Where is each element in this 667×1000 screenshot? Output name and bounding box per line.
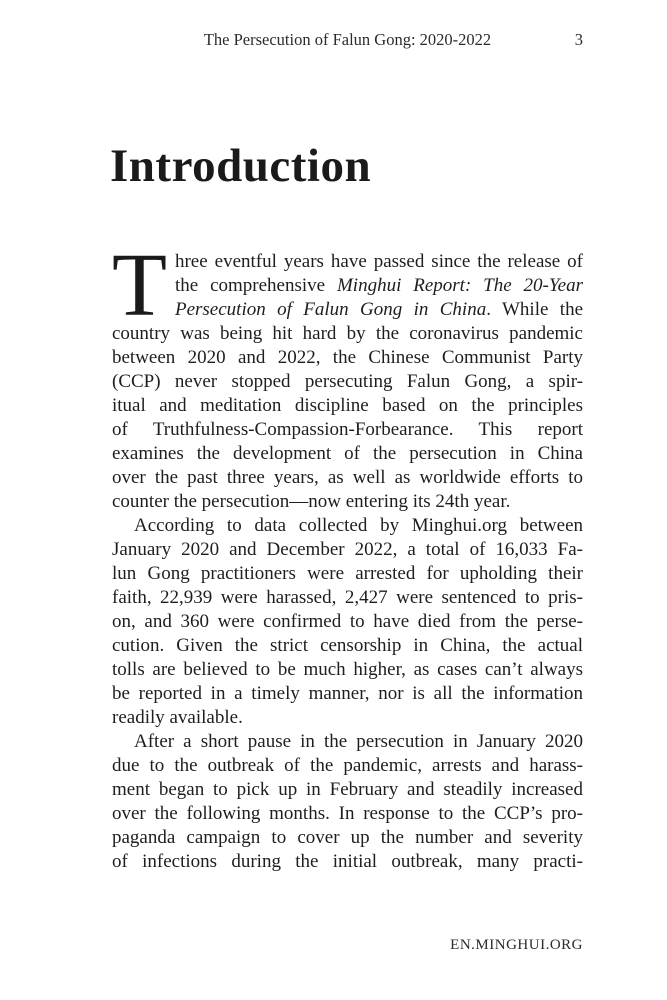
text-run: hree eventful years have passed since the release of bbox=[174, 251, 583, 272]
page-number: 3 bbox=[574, 30, 583, 49]
text-line bbox=[112, 298, 583, 322]
text-run: over the following months. In response to the CCP’s pro- bbox=[112, 803, 583, 824]
text-line bbox=[112, 682, 583, 706]
text-run: of infections during the initial outbreak, many practi- bbox=[112, 851, 583, 872]
text-line bbox=[112, 250, 583, 274]
text-run: counter the persecution—now entering its 24th year. bbox=[112, 491, 511, 512]
text-run: over the past three years, as well as worldwide efforts to bbox=[112, 467, 583, 488]
text-run: paganda campaign to cover up the number and severity bbox=[112, 827, 583, 848]
text-run: the comprehensive bbox=[174, 275, 337, 296]
paragraph bbox=[112, 514, 583, 730]
text-line bbox=[112, 418, 583, 442]
text-line bbox=[112, 586, 583, 610]
text-line bbox=[112, 778, 583, 802]
body-text bbox=[112, 236, 584, 874]
text-line bbox=[112, 802, 583, 826]
site-url: EN.MINGHUI.ORG bbox=[450, 937, 583, 953]
text-line bbox=[112, 466, 583, 490]
text-line bbox=[112, 490, 583, 514]
italic-text-run: Minghui Report: The 20-Year bbox=[336, 275, 583, 296]
paragraph bbox=[112, 236, 584, 514]
text-run: cution. Given the strict censorship in China, the actual bbox=[112, 635, 583, 656]
text-line bbox=[112, 394, 583, 418]
text-run: examines the development of the persecution in China bbox=[112, 443, 583, 464]
text-run: According to data collected by Minghui.org between bbox=[134, 515, 583, 536]
text-line bbox=[112, 274, 583, 298]
text-run: ment began to pick up in February and steadily increased bbox=[112, 779, 583, 800]
text-line bbox=[112, 730, 583, 754]
text-run: country was being hit hard by the coronavirus pandemic bbox=[112, 323, 583, 344]
text-line bbox=[112, 634, 583, 658]
text-line bbox=[112, 346, 583, 370]
text-run: between 2020 and 2022, the Chinese Communist Party bbox=[112, 347, 583, 368]
text-run: faith, 22,939 were harassed, 2,427 were sentenced to pris- bbox=[112, 587, 583, 608]
text-line bbox=[112, 610, 583, 634]
text-line bbox=[112, 754, 583, 778]
paragraph bbox=[112, 730, 583, 874]
drop-cap: T bbox=[112, 236, 167, 335]
running-header bbox=[112, 30, 583, 50]
text-run: be reported in a timely manner, nor is all the information bbox=[112, 683, 583, 704]
text-line bbox=[112, 562, 583, 586]
text-line bbox=[112, 370, 583, 394]
text-run: January 2020 and December 2022, a total of 16,033 Fa- bbox=[112, 539, 583, 560]
text-run: of Truthfulness-Compassion-Forbearance. This report bbox=[112, 419, 583, 440]
running-header-title: The Persecution of Falun Gong: 2020-2022 bbox=[203, 30, 492, 49]
italic-text-run: Persecution of Falun Gong in China bbox=[174, 299, 487, 320]
text-run: After a short pause in the persecution in January 2020 bbox=[134, 731, 583, 752]
text-run: lun Gong practitioners were arrested for upholding their bbox=[112, 563, 583, 584]
text-line bbox=[112, 514, 583, 538]
text-line bbox=[112, 850, 583, 874]
text-line bbox=[112, 658, 583, 682]
text-line bbox=[112, 706, 583, 730]
text-run: readily available. bbox=[112, 707, 243, 728]
text-line bbox=[112, 826, 583, 850]
text-run: . While the bbox=[486, 299, 584, 320]
text-run: itual and meditation discipline based on the principles bbox=[112, 395, 583, 416]
text-run: on, and 360 were confirmed to have died from the perse- bbox=[112, 611, 583, 632]
chapter-title: Introduction bbox=[110, 140, 372, 192]
text-run: tolls are believed to be much higher, as cases can’t always bbox=[112, 659, 583, 680]
text-run: due to the outbreak of the pandemic, arrests and harass- bbox=[112, 755, 583, 776]
text-line bbox=[112, 322, 583, 346]
text-line bbox=[112, 442, 583, 466]
page-footer bbox=[112, 937, 583, 954]
text-run: (CCP) never stopped persecuting Falun Gong, a spir- bbox=[112, 371, 583, 392]
text-line bbox=[112, 538, 583, 562]
